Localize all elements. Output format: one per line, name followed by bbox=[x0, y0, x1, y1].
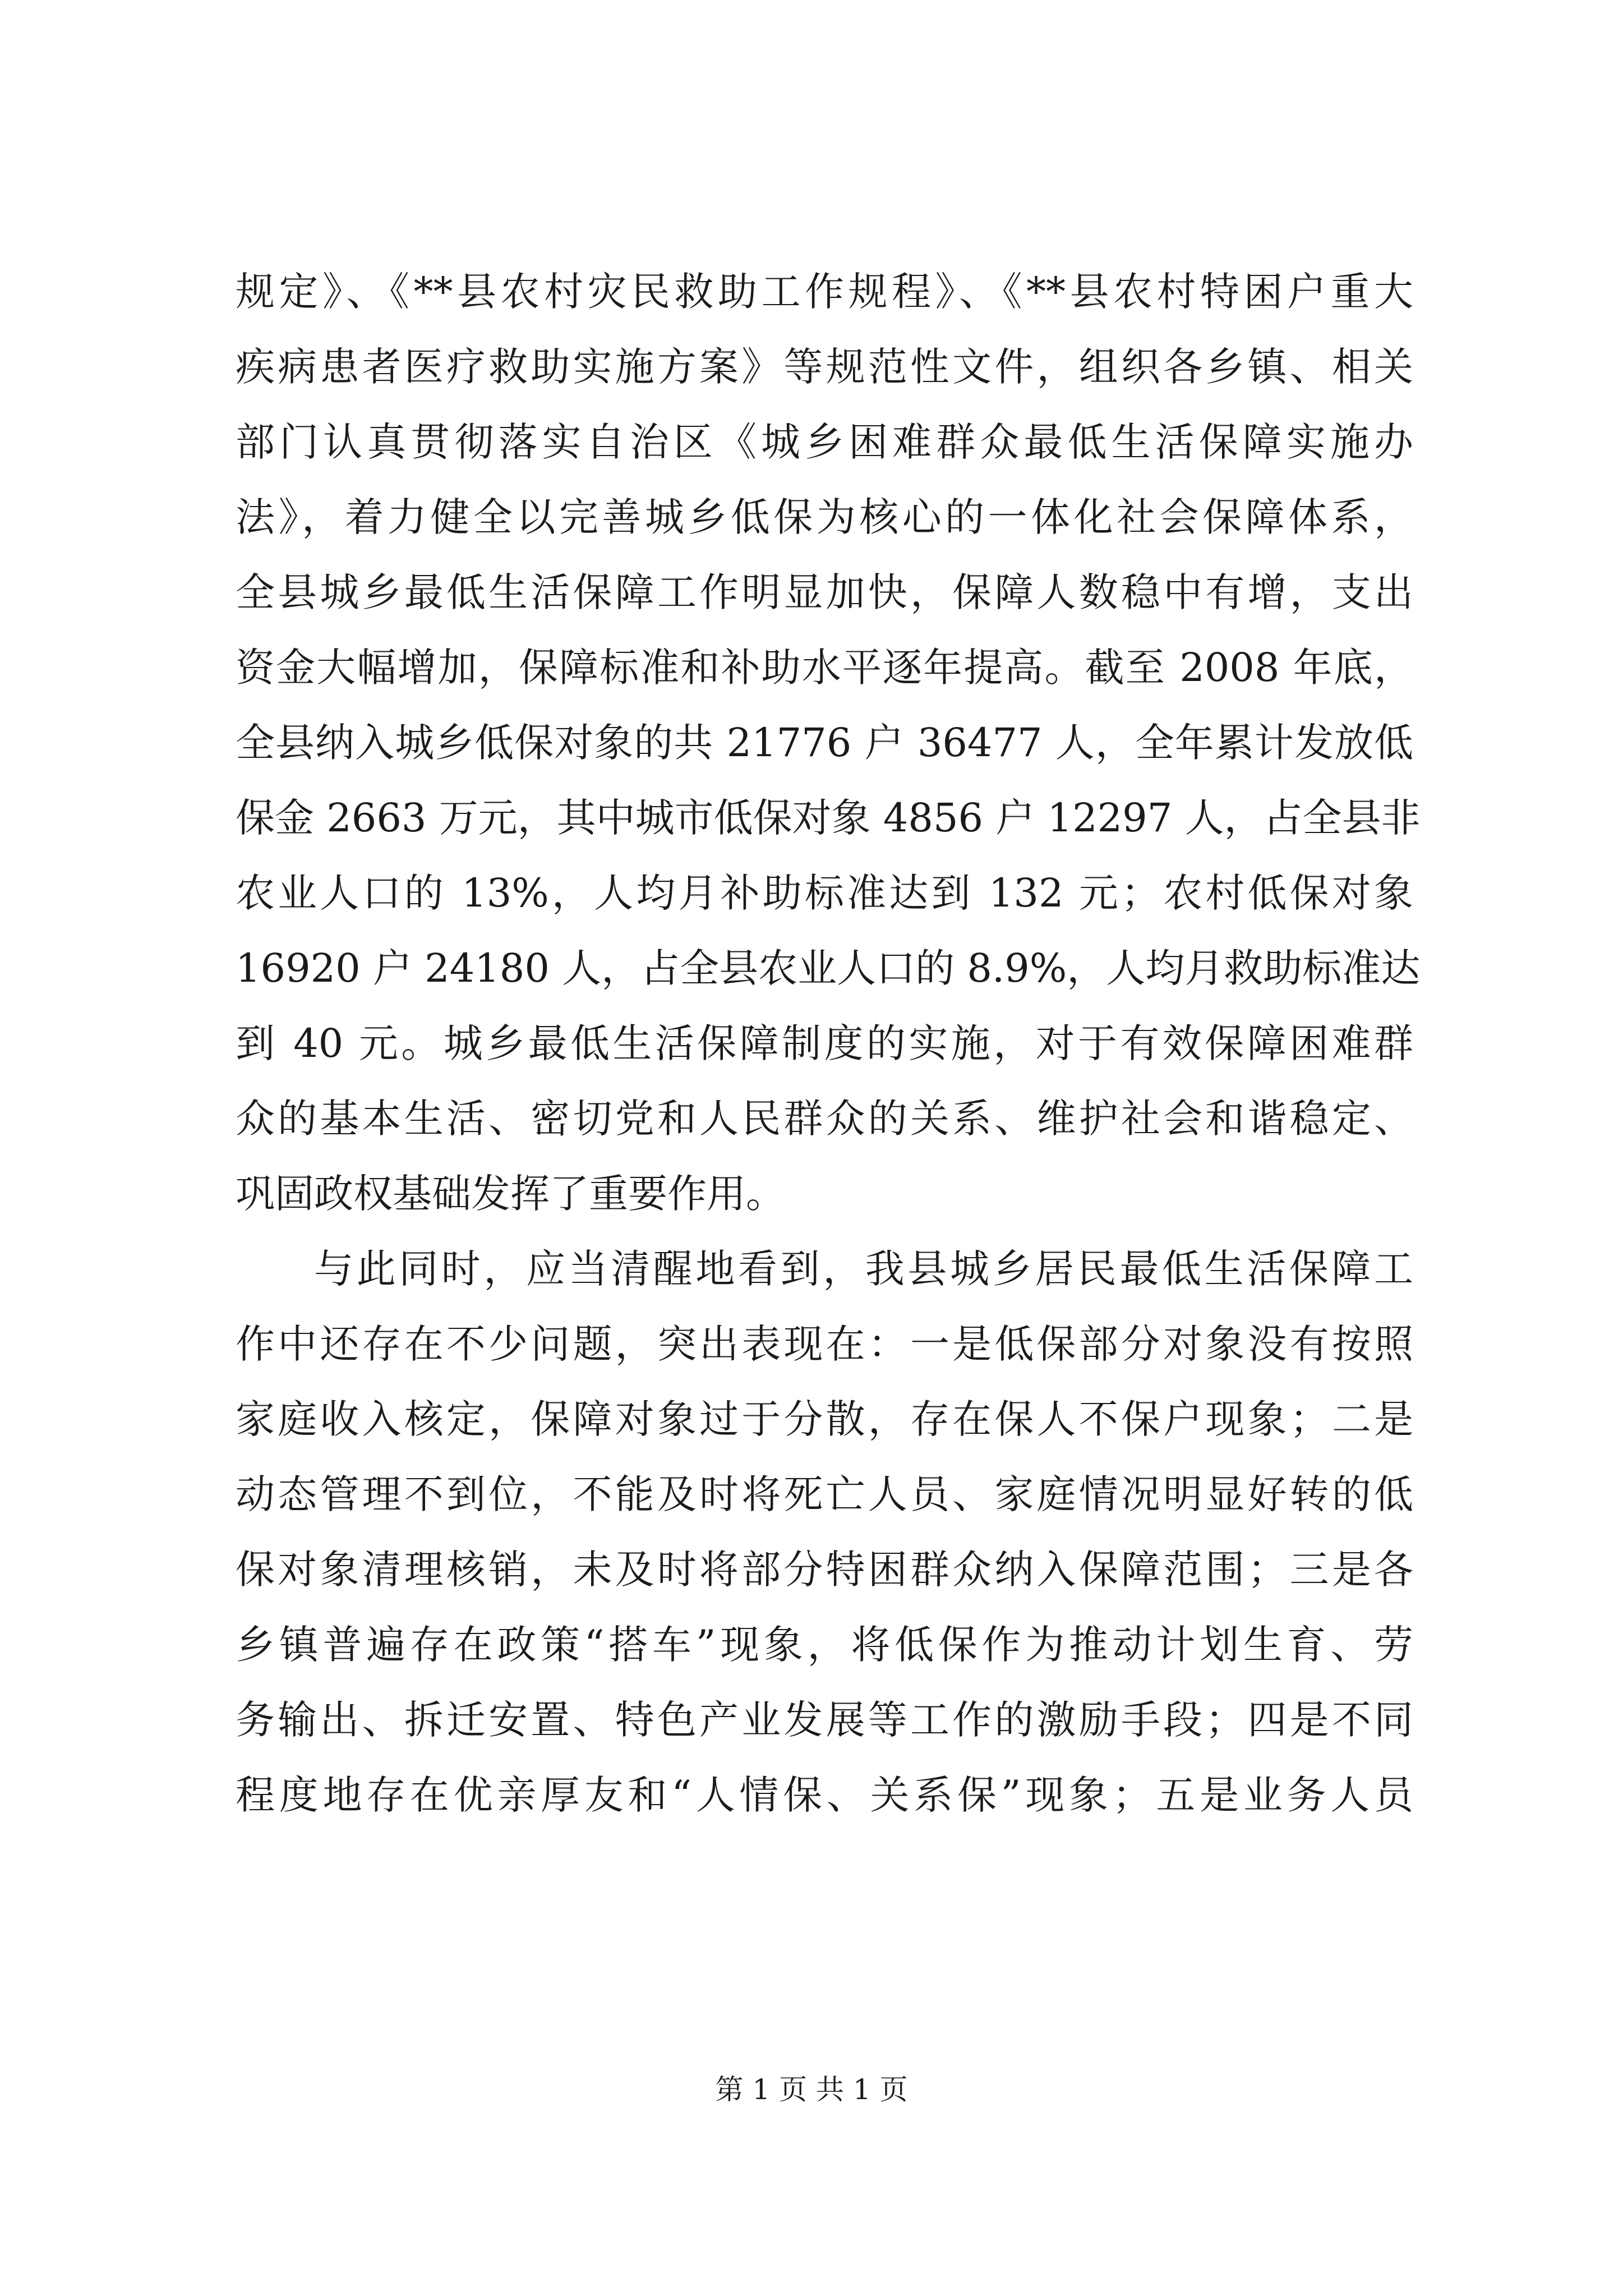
text-line: 程度地存在优亲厚友和“人情保、关系保”现象；五是业务人员 bbox=[236, 1772, 1413, 1818]
text-line: 全县城乡最低生活保障工作明显加快，保障人数稳中有增，支出 bbox=[236, 569, 1413, 615]
text-line: 部门认真贯彻落实自治区《城乡困难群众最低生活保障实施办 bbox=[236, 419, 1413, 465]
text-line: 保金 2663 万元，其中城市低保对象 4856 户 12297 人，占全县非 bbox=[236, 795, 1421, 841]
text-line: 务输出、拆迁安置、特色产业发展等工作的激励手段；四是不同 bbox=[236, 1697, 1413, 1743]
text-line: 16920 户 24180 人，占全县农业人口的 8.9%，人均月救助标准达 bbox=[236, 945, 1421, 991]
text-line: 资金大幅增加，保障标准和补助水平逐年提高。截至 2008 年底， bbox=[236, 645, 1413, 691]
text-line: 乡镇普遍存在政策“搭车”现象，将低保作为推动计划生育、劳 bbox=[236, 1622, 1413, 1668]
text-line: 到 40 元。城乡最低生活保障制度的实施，对于有效保障困难群 bbox=[236, 1020, 1413, 1066]
text-line: 全县纳入城乡低保对象的共 21776 户 36477 人，全年累计发放低 bbox=[236, 720, 1413, 766]
text-line: 规定》、《**县农村灾民救助工作规程》、《**县农村特困户重大 bbox=[236, 269, 1413, 315]
text-line: 家庭收入核定，保障对象过于分散，存在保人不保户现象；二是 bbox=[236, 1396, 1413, 1442]
text-line: 法》，着力健全以完善城乡低保为核心的一体化社会保障体系， bbox=[236, 494, 1413, 540]
text-line: 作中还存在不少问题，突出表现在：一是低保部分对象没有按照 bbox=[236, 1321, 1413, 1367]
text-line: 保对象清理核销，未及时将部分特困群众纳入保障范围；三是各 bbox=[236, 1547, 1413, 1593]
text-line: 疾病患者医疗救助实施方案》等规范性文件，组织各乡镇、相关 bbox=[236, 344, 1413, 390]
paragraph-first-line: 与此同时，应当清醒地看到，我县城乡居民最低生活保障工 bbox=[314, 1246, 1413, 1292]
page-footer: 第 1 页 共 1 页 bbox=[715, 2073, 908, 2106]
text-line: 众的基本生活、密切党和人民群众的关系、维护社会和谐稳定、 bbox=[236, 1096, 1413, 1142]
text-line: 农业人口的 13%，人均月补助标准达到 132 元；农村低保对象 bbox=[236, 870, 1413, 916]
text-line: 巩固政权基础发挥了重要作用。 bbox=[236, 1171, 785, 1217]
text-line: 动态管理不到位，不能及时将死亡人员、家庭情况明显好转的低 bbox=[236, 1471, 1413, 1517]
